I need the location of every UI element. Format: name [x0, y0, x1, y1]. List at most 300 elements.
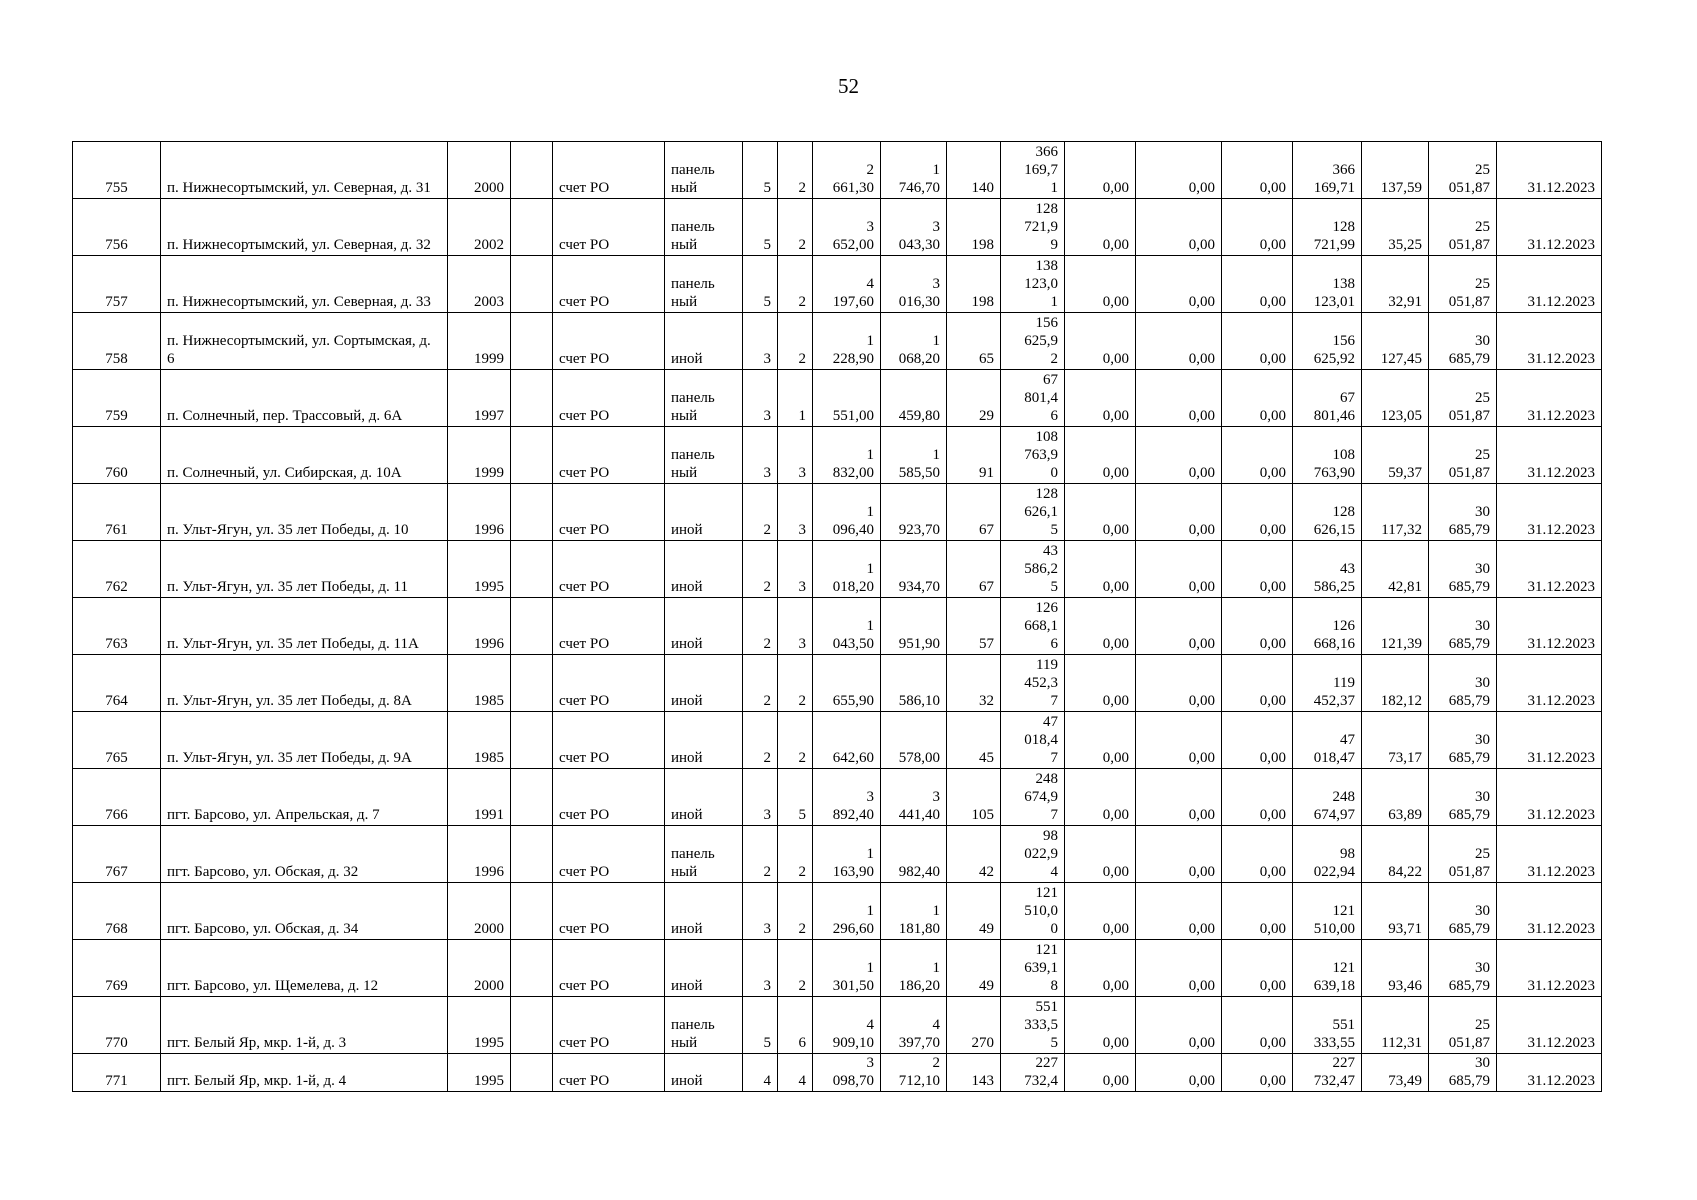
row-number: [73, 1054, 161, 1092]
deadline-cell-text: 31.12.2023: [1527, 978, 1595, 994]
cost-per-m2-cell-text: 112,31: [1381, 1035, 1422, 1051]
total-area-cell-text: 655,90: [832, 693, 874, 709]
funding-2-cell: [1136, 256, 1222, 313]
limit-cost-cell-text: 30 685,79: [1448, 675, 1490, 709]
funding-3-cell: [1222, 883, 1293, 940]
page-number: 52: [838, 74, 859, 98]
total-area-cell-text: 1 043,50: [832, 618, 874, 652]
funding-2-cell: [1136, 655, 1222, 712]
table-row: [73, 826, 1602, 883]
funding-3-cell: [1222, 769, 1293, 826]
entrances-cell: [778, 541, 813, 598]
cost-cell: [1001, 199, 1065, 256]
funding-2-cell: [1136, 484, 1222, 541]
limit-cost-cell-text: 30 685,79: [1448, 789, 1490, 823]
living-area-cell-text: 4 397,70: [898, 1017, 940, 1051]
cost-per-m2-cell-text: 117,32: [1381, 522, 1422, 538]
living-area-cell: [881, 370, 947, 427]
limit-cost-cell-text: 30 685,79: [1448, 333, 1490, 367]
year-cell-text: 1985: [474, 693, 504, 709]
address-cell-text: п. Солнечный, ул. Сибирская, д. 10А: [167, 465, 402, 481]
cost-cell-text: 98 022,9 4: [1024, 828, 1058, 880]
funding-3-cell: [1222, 712, 1293, 769]
funding-3-cell-text: 0,00: [1259, 636, 1286, 652]
funding-2-cell: [1136, 997, 1222, 1054]
residents-cell: [947, 1054, 1001, 1092]
fund-cell-text: 67 801,46: [1313, 390, 1355, 424]
living-area-cell-text: 1 585,50: [898, 447, 940, 481]
total-area-cell-text: 3 892,40: [832, 789, 874, 823]
funding-3-cell: [1222, 484, 1293, 541]
funding-2-cell-text: 0,00: [1188, 237, 1215, 253]
living-area-cell: [881, 769, 947, 826]
cost-per-m2-cell: [1362, 1054, 1429, 1092]
funding-1-cell-text: 0,00: [1102, 921, 1129, 937]
table-row: [73, 541, 1602, 598]
funding-1-cell-text: 0,00: [1102, 294, 1129, 310]
funding-3-cell-text: 0,00: [1259, 807, 1286, 823]
cost-per-m2-cell: [1362, 199, 1429, 256]
account-type-cell: [553, 541, 665, 598]
living-area-cell-text: 3 441,40: [898, 789, 940, 823]
fund-cell-text: 108 763,90: [1313, 447, 1355, 481]
funding-3-cell-text: 0,00: [1259, 1035, 1286, 1051]
funding-1-cell: [1065, 997, 1136, 1054]
cost-per-m2-cell: [1362, 598, 1429, 655]
funding-3-cell: [1222, 427, 1293, 484]
living-area-cell: [881, 826, 947, 883]
year-cell-text: 2003: [474, 294, 504, 310]
funding-2-cell-text: 0,00: [1188, 1035, 1215, 1051]
address-cell-text: пгт. Барсово, ул. Обская, д. 32: [167, 864, 359, 880]
table-body: [73, 142, 1602, 1092]
deadline-cell: [1497, 142, 1602, 199]
wall-material-cell: [665, 313, 743, 370]
residents-cell: [947, 484, 1001, 541]
funding-1-cell: [1065, 370, 1136, 427]
year-cell: [448, 769, 511, 826]
floors-cell: [743, 1054, 778, 1092]
total-area-cell: [813, 712, 881, 769]
cost-cell: [1001, 370, 1065, 427]
living-area-cell-text: 3 043,30: [898, 219, 940, 253]
floors-cell-text: 2: [763, 636, 771, 652]
cost-per-m2-cell: [1362, 655, 1429, 712]
floors-cell-text: 3: [763, 921, 771, 937]
account-type-cell-text: счет РО: [559, 1035, 610, 1051]
residents-cell-text: 91: [979, 465, 994, 481]
living-area-cell-text: 1 181,80: [898, 903, 940, 937]
deadline-cell-text: 31.12.2023: [1527, 636, 1595, 652]
funding-1-cell-text: 0,00: [1102, 1035, 1129, 1051]
funding-3-cell-text: 0,00: [1259, 408, 1286, 424]
wall-material-cell: [665, 256, 743, 313]
empty-cell: [511, 313, 553, 370]
funding-3-cell: [1222, 541, 1293, 598]
floors-cell: [743, 313, 778, 370]
living-area-cell-text: 459,80: [898, 408, 940, 424]
funding-2-cell-text: 0,00: [1188, 579, 1215, 595]
year-cell-text: 2000: [474, 978, 504, 994]
funding-3-cell-text: 0,00: [1259, 921, 1286, 937]
year-cell: [448, 370, 511, 427]
wall-material-cell: [665, 997, 743, 1054]
cost-per-m2-cell: [1362, 940, 1429, 997]
funding-2-cell-text: 0,00: [1188, 864, 1215, 880]
floors-cell: [743, 370, 778, 427]
account-type-cell: [553, 427, 665, 484]
living-area-cell: [881, 541, 947, 598]
fund-cell: [1293, 997, 1362, 1054]
cost-cell: [1001, 712, 1065, 769]
funding-1-cell-text: 0,00: [1102, 237, 1129, 253]
address-cell-text: пгт. Барсово, ул. Щемелева, д. 12: [167, 978, 379, 994]
cost-cell-text: 67 801,4 6: [1024, 372, 1058, 424]
limit-cost-cell-text: 30 685,79: [1448, 504, 1490, 538]
total-area-cell-text: 1 832,00: [832, 447, 874, 481]
row-number-text: 764: [105, 693, 128, 709]
fund-cell: [1293, 712, 1362, 769]
account-type-cell-text: счет РО: [559, 693, 610, 709]
empty-cell: [511, 940, 553, 997]
floors-cell: [743, 655, 778, 712]
floors-cell-text: 5: [763, 294, 771, 310]
year-cell: [448, 883, 511, 940]
row-number-text: 755: [105, 180, 128, 196]
cost-cell: [1001, 427, 1065, 484]
cost-per-m2-cell: [1362, 826, 1429, 883]
cost-per-m2-cell-text: 121,39: [1380, 636, 1422, 652]
table-row: [73, 883, 1602, 940]
fund-cell-text: 126 668,16: [1313, 618, 1355, 652]
cost-cell-text: 551 333,5 5: [1024, 999, 1058, 1051]
funding-1-cell: [1065, 484, 1136, 541]
cost-per-m2-cell-text: 42,81: [1388, 579, 1422, 595]
wall-material-cell: [665, 370, 743, 427]
account-type-cell: [553, 940, 665, 997]
wall-material-cell: [665, 541, 743, 598]
total-area-cell-text: 1 096,40: [832, 504, 874, 538]
wall-material-cell: [665, 826, 743, 883]
address-cell: [161, 142, 448, 199]
floors-cell-text: 5: [763, 1035, 771, 1051]
fund-cell: [1293, 769, 1362, 826]
entrances-cell-text: 2: [798, 921, 806, 937]
table-row: [73, 256, 1602, 313]
wall-material-cell: [665, 712, 743, 769]
floors-cell: [743, 427, 778, 484]
entrances-cell-text: 2: [798, 351, 806, 367]
row-number-text: 770: [105, 1035, 128, 1051]
limit-cost-cell-text: 30 685,79: [1448, 561, 1490, 595]
residents-cell-text: 65: [979, 351, 994, 367]
cost-cell: [1001, 655, 1065, 712]
funding-2-cell-text: 0,00: [1188, 522, 1215, 538]
funding-1-cell-text: 0,00: [1102, 351, 1129, 367]
cost-per-m2-cell: [1362, 484, 1429, 541]
limit-cost-cell: [1429, 769, 1497, 826]
account-type-cell-text: счет РО: [559, 864, 610, 880]
entrances-cell: [778, 769, 813, 826]
funding-3-cell: [1222, 997, 1293, 1054]
funding-3-cell: [1222, 826, 1293, 883]
row-number-text: 767: [105, 864, 128, 880]
year-cell: [448, 427, 511, 484]
funding-1-cell: [1065, 199, 1136, 256]
deadline-cell-text: 31.12.2023: [1527, 579, 1595, 595]
funding-3-cell-text: 0,00: [1259, 750, 1286, 766]
residents-cell: [947, 199, 1001, 256]
empty-cell: [511, 427, 553, 484]
account-type-cell-text: счет РО: [559, 408, 610, 424]
account-type-cell: [553, 1054, 665, 1092]
fund-cell-text: 128 626,15: [1313, 504, 1355, 538]
floors-cell: [743, 997, 778, 1054]
address-cell: [161, 256, 448, 313]
entrances-cell: [778, 370, 813, 427]
empty-cell: [511, 769, 553, 826]
funding-1-cell: [1065, 826, 1136, 883]
cost-cell-text: 248 674,9 7: [1024, 771, 1058, 823]
fund-cell-text: 119 452,37: [1313, 675, 1355, 709]
residents-cell-text: 32: [979, 693, 994, 709]
deadline-cell-text: 31.12.2023: [1527, 750, 1595, 766]
year-cell: [448, 712, 511, 769]
floors-cell-text: 2: [763, 579, 771, 595]
limit-cost-cell: [1429, 370, 1497, 427]
funding-1-cell-text: 0,00: [1102, 864, 1129, 880]
cost-cell-text: 121 510,0 0: [1024, 885, 1058, 937]
cost-per-m2-cell-text: 35,25: [1388, 237, 1422, 253]
limit-cost-cell: [1429, 541, 1497, 598]
fund-cell: [1293, 199, 1362, 256]
row-number: [73, 940, 161, 997]
row-number: [73, 655, 161, 712]
total-area-cell-text: 1 228,90: [832, 333, 874, 367]
cost-cell-text: 108 763,9 0: [1024, 429, 1058, 481]
empty-cell: [511, 256, 553, 313]
year-cell: [448, 826, 511, 883]
address-cell-text: п. Ульт-Ягун, ул. 35 лет Победы, д. 11А: [167, 636, 419, 652]
wall-material-cell-text: иной: [671, 693, 703, 709]
table-row: [73, 199, 1602, 256]
funding-2-cell: [1136, 142, 1222, 199]
total-area-cell: [813, 598, 881, 655]
funding-1-cell-text: 0,00: [1102, 750, 1129, 766]
cost-cell-text: 366 169,7 1: [1024, 144, 1058, 196]
floors-cell: [743, 142, 778, 199]
living-area-cell: [881, 256, 947, 313]
deadline-cell-text: 31.12.2023: [1527, 522, 1595, 538]
address-cell: [161, 883, 448, 940]
cost-cell: [1001, 1054, 1065, 1092]
fund-cell: [1293, 370, 1362, 427]
living-area-cell-text: 578,00: [898, 750, 940, 766]
total-area-cell: [813, 883, 881, 940]
limit-cost-cell-text: 30 685,79: [1448, 732, 1490, 766]
address-cell-text: п. Ульт-Ягун, ул. 35 лет Победы, д. 11: [167, 579, 408, 595]
entrances-cell-text: 3: [798, 522, 806, 538]
limit-cost-cell: [1429, 313, 1497, 370]
fund-cell: [1293, 142, 1362, 199]
funding-2-cell-text: 0,00: [1188, 750, 1215, 766]
row-number-text: 765: [105, 750, 128, 766]
total-area-cell: [813, 427, 881, 484]
residents-cell-text: 45: [979, 750, 994, 766]
total-area-cell: [813, 541, 881, 598]
funding-3-cell: [1222, 313, 1293, 370]
entrances-cell: [778, 256, 813, 313]
address-cell: [161, 484, 448, 541]
deadline-cell-text: 31.12.2023: [1527, 351, 1595, 367]
residents-cell-text: 67: [979, 522, 994, 538]
limit-cost-cell: [1429, 997, 1497, 1054]
funding-2-cell: [1136, 313, 1222, 370]
funding-3-cell-text: 0,00: [1259, 1073, 1286, 1089]
floors-cell: [743, 541, 778, 598]
residents-cell-text: 29: [979, 408, 994, 424]
account-type-cell: [553, 142, 665, 199]
limit-cost-cell: [1429, 712, 1497, 769]
limit-cost-cell: [1429, 598, 1497, 655]
cost-cell: [1001, 484, 1065, 541]
deadline-cell: [1497, 883, 1602, 940]
cost-cell-text: 156 625,9 2: [1024, 315, 1058, 367]
funding-2-cell-text: 0,00: [1188, 408, 1215, 424]
wall-material-cell-text: иной: [671, 522, 703, 538]
funding-3-cell: [1222, 655, 1293, 712]
fund-cell-text: 128 721,99: [1313, 219, 1355, 253]
year-cell: [448, 199, 511, 256]
cost-per-m2-cell: [1362, 370, 1429, 427]
address-cell: [161, 370, 448, 427]
cost-per-m2-cell: [1362, 142, 1429, 199]
residents-cell: [947, 997, 1001, 1054]
wall-material-cell: [665, 769, 743, 826]
limit-cost-cell-text: 30 685,79: [1448, 618, 1490, 652]
floors-cell: [743, 256, 778, 313]
limit-cost-cell: [1429, 1054, 1497, 1092]
table-row: [73, 1054, 1602, 1092]
row-number: [73, 484, 161, 541]
residents-cell: [947, 427, 1001, 484]
year-cell: [448, 940, 511, 997]
address-cell-text: пгт. Белый Яр, мкр. 1-й, д. 4: [167, 1073, 347, 1089]
row-number-text: 758: [105, 351, 128, 367]
deadline-cell-text: 31.12.2023: [1527, 921, 1595, 937]
account-type-cell-text: счет РО: [559, 465, 610, 481]
entrances-cell-text: 4: [798, 1073, 806, 1089]
account-type-cell: [553, 598, 665, 655]
funding-1-cell-text: 0,00: [1102, 465, 1129, 481]
year-cell-text: 1991: [474, 807, 504, 823]
limit-cost-cell: [1429, 484, 1497, 541]
limit-cost-cell-text: 25 051,87: [1448, 276, 1490, 310]
floors-cell: [743, 769, 778, 826]
fund-cell: [1293, 541, 1362, 598]
residents-cell: [947, 598, 1001, 655]
entrances-cell-text: 2: [798, 750, 806, 766]
funding-3-cell-text: 0,00: [1259, 180, 1286, 196]
total-area-cell-text: 1 301,50: [832, 960, 874, 994]
address-cell-text: п. Ульт-Ягун, ул. 35 лет Победы, д. 10: [167, 522, 409, 538]
cost-per-m2-cell-text: 73,17: [1388, 750, 1422, 766]
cost-per-m2-cell: [1362, 427, 1429, 484]
funding-2-cell: [1136, 826, 1222, 883]
cost-per-m2-cell-text: 32,91: [1388, 294, 1422, 310]
floors-cell-text: 3: [763, 978, 771, 994]
funding-2-cell: [1136, 541, 1222, 598]
living-area-cell: [881, 313, 947, 370]
wall-material-cell-text: панель ный: [671, 1017, 715, 1051]
cost-cell-text: 126 668,1 6: [1024, 600, 1058, 652]
entrances-cell: [778, 313, 813, 370]
entrances-cell-text: 2: [798, 864, 806, 880]
wall-material-cell-text: панель ный: [671, 162, 715, 196]
fund-cell-text: 138 123,01: [1313, 276, 1355, 310]
entrances-cell: [778, 427, 813, 484]
wall-material-cell: [665, 484, 743, 541]
funding-3-cell: [1222, 199, 1293, 256]
funding-3-cell: [1222, 940, 1293, 997]
table-row: [73, 598, 1602, 655]
row-number: [73, 997, 161, 1054]
wall-material-cell-text: иной: [671, 579, 703, 595]
account-type-cell: [553, 655, 665, 712]
cost-per-m2-cell-text: 137,59: [1380, 180, 1422, 196]
cost-per-m2-cell: [1362, 541, 1429, 598]
fund-cell: [1293, 598, 1362, 655]
funding-2-cell-text: 0,00: [1188, 465, 1215, 481]
funding-3-cell: [1222, 370, 1293, 427]
funding-3-cell: [1222, 1054, 1293, 1092]
floors-cell: [743, 598, 778, 655]
account-type-cell: [553, 370, 665, 427]
account-type-cell: [553, 484, 665, 541]
cost-per-m2-cell-text: 73,49: [1388, 1073, 1422, 1089]
empty-cell: [511, 826, 553, 883]
address-cell: [161, 199, 448, 256]
empty-cell: [511, 883, 553, 940]
cost-cell: [1001, 598, 1065, 655]
cost-cell-text: 43 586,2 5: [1024, 543, 1058, 595]
account-type-cell: [553, 997, 665, 1054]
funding-1-cell: [1065, 655, 1136, 712]
living-area-cell: [881, 997, 947, 1054]
row-number-text: 766: [105, 807, 128, 823]
empty-cell: [511, 997, 553, 1054]
funding-2-cell: [1136, 1054, 1222, 1092]
table-row: [73, 712, 1602, 769]
living-area-cell-text: 934,70: [898, 579, 940, 595]
limit-cost-cell: [1429, 199, 1497, 256]
funding-3-cell: [1222, 598, 1293, 655]
total-area-cell-text: 4 197,60: [832, 276, 874, 310]
address-cell: [161, 313, 448, 370]
residents-cell: [947, 826, 1001, 883]
cost-cell-text: 128 626,1 5: [1024, 486, 1058, 538]
total-area-cell: [813, 142, 881, 199]
wall-material-cell: [665, 598, 743, 655]
residents-cell-text: 198: [971, 237, 994, 253]
total-area-cell: [813, 940, 881, 997]
funding-2-cell: [1136, 940, 1222, 997]
total-area-cell: [813, 256, 881, 313]
address-cell-text: пгт. Барсово, ул. Апрельская, д. 7: [167, 807, 380, 823]
deadline-cell: [1497, 997, 1602, 1054]
funding-1-cell-text: 0,00: [1102, 408, 1129, 424]
limit-cost-cell: [1429, 883, 1497, 940]
